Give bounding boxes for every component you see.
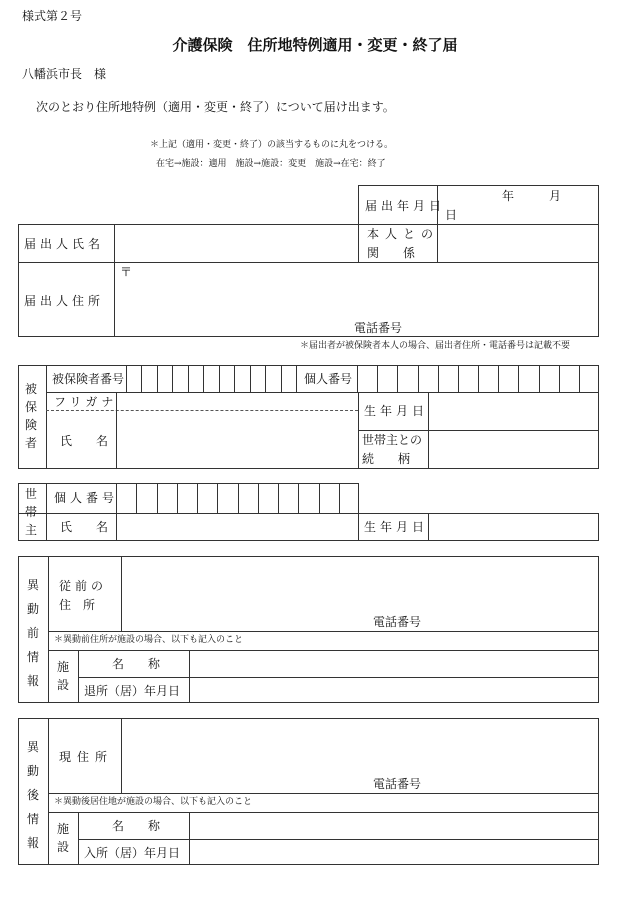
before-address-label-2: 住 所: [59, 598, 96, 612]
householder-personal-no-cells[interactable]: [116, 483, 359, 514]
after-address-label: 現住所: [59, 750, 114, 764]
applicant-relation-field[interactable]: [438, 225, 598, 261]
insured-relation-label-2: 続 柄: [362, 452, 411, 466]
applicant-note: ＊届出者が被保険者本人の場合、届出者住所・電話番号は記載不要: [300, 341, 571, 351]
householder-birth-field[interactable]: [429, 514, 598, 540]
after-note: ＊異動後居住地が施設の場合、以下も記入のこと: [54, 797, 253, 807]
month-label: 月: [549, 189, 562, 203]
householder-personal-no-label: 個人番号: [54, 491, 119, 505]
before-date-field[interactable]: [190, 678, 598, 702]
insured-personal-no-cells[interactable]: [357, 365, 599, 392]
after-address-field[interactable]: [122, 719, 598, 792]
relation-label-2: 関 係: [367, 246, 416, 260]
after-facility-name-field[interactable]: [190, 813, 598, 838]
intro-text: 次のとおり住所地特例（適用・変更・終了）について届け出ます。: [36, 100, 395, 114]
insured-number-label: 被保険者番号: [52, 372, 125, 386]
before-address-field[interactable]: [122, 557, 598, 630]
after-phone-label: 電話番号: [373, 777, 422, 791]
insured-name-label: 氏 名: [60, 434, 109, 448]
insured-relation-label-1: 世帯主との: [362, 433, 423, 447]
insured-name-field[interactable]: [117, 411, 357, 468]
furigana-field[interactable]: [117, 393, 357, 409]
householder-birth-label: 生年月日: [364, 520, 429, 534]
after-date-label: 入所（居）年月日: [84, 846, 181, 860]
relation-label-1: 本人との: [367, 227, 440, 241]
before-facility-name-field[interactable]: [190, 651, 598, 676]
insured-relation-field[interactable]: [429, 431, 598, 468]
insured-birth-label: 生年月日: [364, 404, 429, 418]
furigana-label: フリガナ: [54, 395, 118, 409]
note-circle: ＊上記（適用・変更・終了）の該当するものに丸をつける。: [150, 140, 394, 150]
householder-name-label: 氏 名: [60, 520, 109, 534]
day-label: 日: [445, 208, 458, 222]
date-label: 届出年月日: [365, 199, 446, 213]
after-facility-name-label: 名 称: [112, 819, 161, 833]
note-types: 在宅→施設：適用 施設→施設：変更 施設→在宅：終了: [156, 159, 386, 169]
before-date-label: 退所（居）年月日: [84, 684, 181, 698]
form-number: 様式第２号: [22, 9, 83, 23]
insured-number-cells[interactable]: [126, 365, 297, 392]
insured-personal-no-label: 個人番号: [304, 372, 353, 386]
after-date-field[interactable]: [190, 840, 598, 864]
before-side-label: 異動前情報: [26, 578, 39, 688]
insured-birth-field[interactable]: [429, 393, 598, 429]
applicant-phone-label: 電話番号: [354, 321, 403, 335]
householder-name-field[interactable]: [117, 514, 357, 540]
before-note: ＊異動前住所が施設の場合、以下も記入のこと: [54, 635, 244, 645]
applicant-address-label: 届出人住所: [24, 294, 105, 308]
form-title: 介護保険 住所地特例適用・変更・終了届: [172, 36, 458, 54]
after-side-label: 異動後情報: [26, 740, 39, 850]
before-address-label-1: 従前の: [59, 579, 108, 593]
insured-side-label: 被保険者: [24, 382, 37, 450]
before-facility-label: 施設: [56, 660, 69, 692]
before-facility-name-label: 名 称: [112, 657, 161, 671]
year-label: 年: [502, 189, 515, 203]
before-phone-label: 電話番号: [373, 615, 422, 629]
householder-side-label: 世帯主: [24, 487, 37, 537]
after-facility-label: 施設: [56, 822, 69, 854]
applicant-name-label: 届出人氏名: [24, 237, 105, 251]
postal-mark: 〒: [120, 265, 133, 279]
addressee: 八幡浜市長 様: [22, 67, 107, 81]
applicant-name-field[interactable]: [115, 225, 357, 261]
